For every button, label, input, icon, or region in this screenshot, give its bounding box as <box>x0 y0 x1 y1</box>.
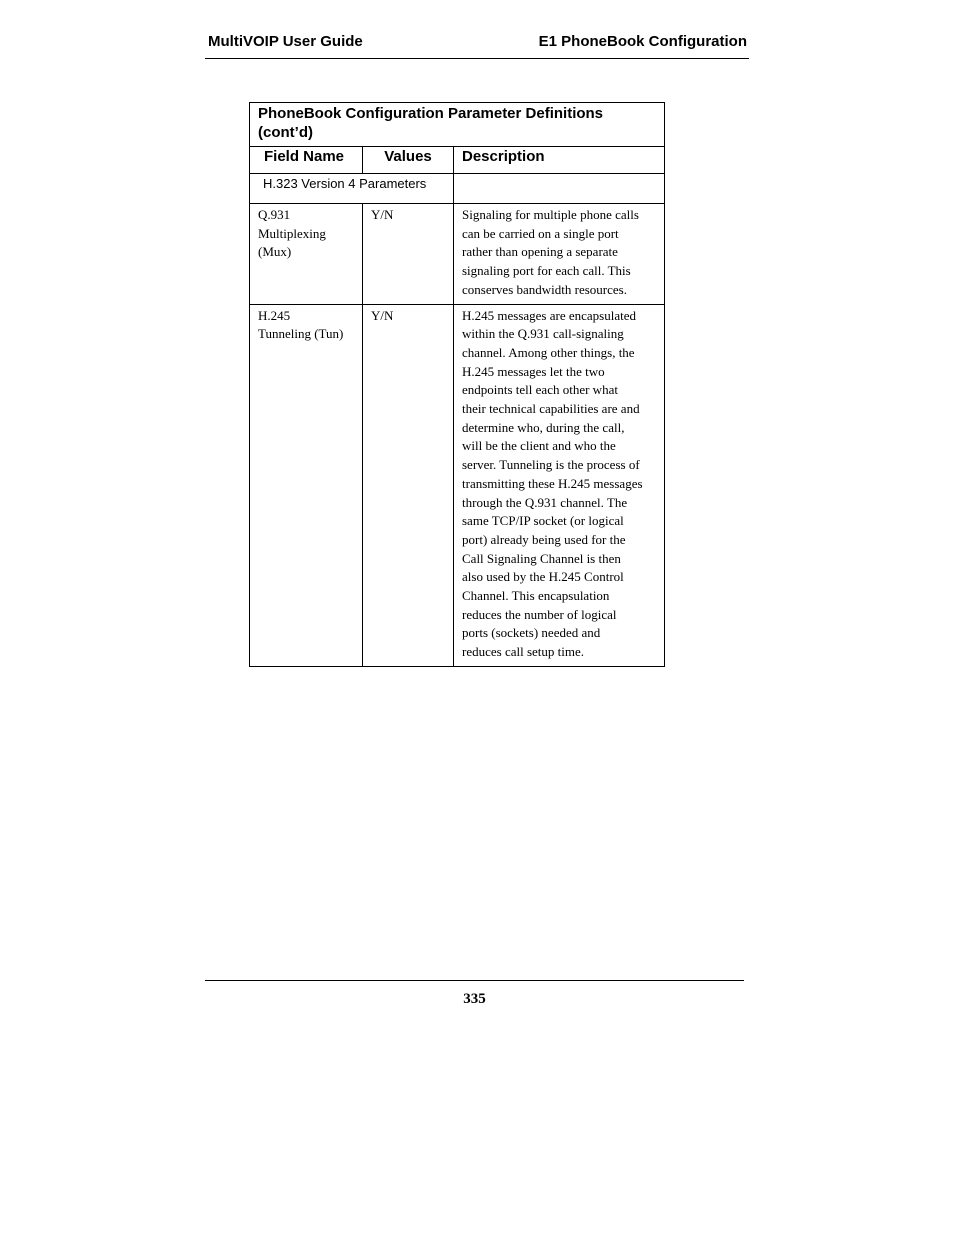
table-row <box>250 304 665 666</box>
table-header-row <box>250 147 665 174</box>
footer-divider <box>205 980 744 981</box>
values-cell: Y/N <box>363 204 454 305</box>
table-caption: PhoneBook Configuration Parameter Definitions (cont’d) <box>250 103 665 147</box>
running-header-title: MultiVOIP User Guide <box>208 33 363 50</box>
section-empty-cell <box>454 174 665 204</box>
running-header-section: E1 PhoneBook Configuration <box>538 33 747 50</box>
table-caption-row <box>250 103 665 147</box>
field-name-cell: Q.931 Multiplexing (Mux) <box>250 204 363 305</box>
description-cell: H.245 messages are encapsulated within the Q.931 call-signaling channel. Among other things, the H.245 messages let the two endpoints tell each other what their technical capabilities are and determine who, during the call, will be the client and who the server. Tunneling is the process of transmitting these H.245 messages through the Q.931 channel. The same TCP/IP socket (or logical port) already being used for the Call Signaling Channel is then also used by the H.245 Control Channel. This encapsulation reduces the number of logical ports (sockets) needed and reduces call setup time. <box>454 304 665 666</box>
parameter-definitions-table <box>249 102 665 667</box>
section-label: H.323 Version 4 Parameters <box>250 174 454 204</box>
column-header-values: Values <box>363 147 454 174</box>
page-number: 335 <box>463 991 486 1007</box>
description-cell: Signaling for multiple phone calls can be carried on a single port rather than opening a separate signaling port for each call. This conserves bandwidth resources. <box>454 204 665 305</box>
column-header-field-name: Field Name <box>250 147 363 174</box>
column-header-description: Description <box>454 147 665 174</box>
values-cell: Y/N <box>363 304 454 666</box>
section-row <box>250 174 665 204</box>
header-divider <box>205 58 749 59</box>
table-row <box>250 204 665 305</box>
field-name-cell: H.245 Tunneling (Tun) <box>250 304 363 666</box>
